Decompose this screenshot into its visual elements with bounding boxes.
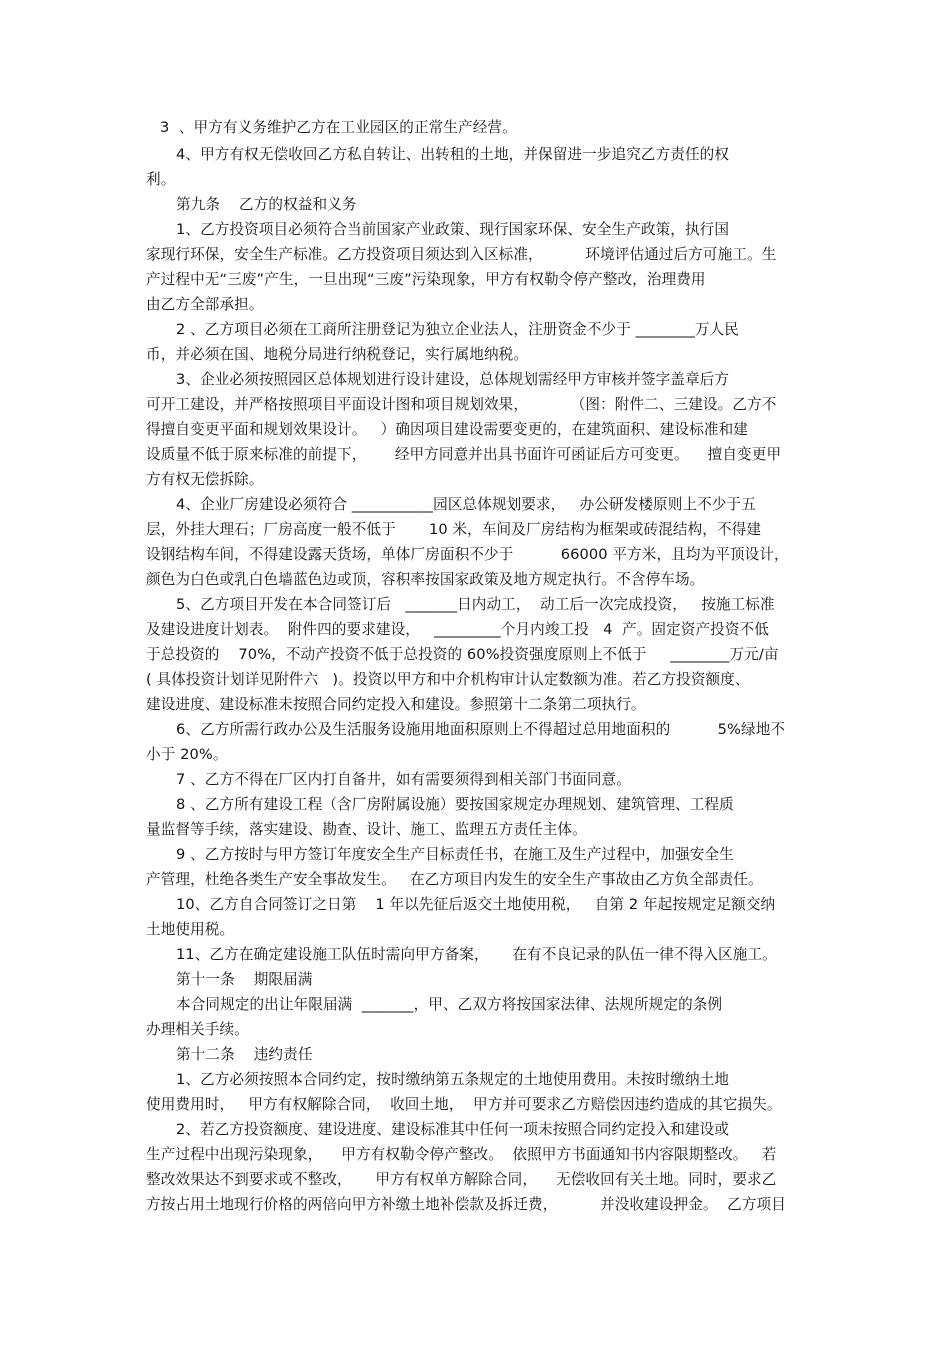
text-line: 设钢结构车间，不得建设露天货场，单体厂房面积不少于 66000 平方米，且均为平顶设计， <box>146 546 789 563</box>
text-line: 可开工建设，并严格按照项目平面设计图和项目规划效果， （图：附件二、三建设。乙方不 <box>146 396 777 413</box>
text-line: 利。 <box>146 171 176 188</box>
text-line: 5、乙方项目开发在本合同签订后 _______日内动工， 动工后一次完成投资， 按施工标准 <box>176 596 775 613</box>
text-line: 小于 20%。 <box>146 746 228 763</box>
text-line: 本合同规定的出让年限届满 _______，甲、乙双方将按国家法律、法规所规定的条例 <box>176 996 723 1013</box>
text-line: 1、乙方必须按照本合同约定，按时缴纳第五条规定的土地使用费用。未按时缴纳土地 <box>176 1071 730 1088</box>
text-line: 土地使用税。 <box>146 921 235 938</box>
section-heading: 第十二条 违约责任 <box>176 1046 313 1063</box>
text-line: 4、甲方有权无偿收回乙方私自转让、出转租的土地，并保留进一步追究乙方责任的权 <box>176 146 730 163</box>
text-line: 办理相关手续。 <box>146 1021 249 1038</box>
section-heading: 第九条 乙方的权益和义务 <box>176 196 357 213</box>
text-line: 量监督等手续，落实建设、勘查、设计、施工、监理五方责任主体。 <box>146 821 587 838</box>
text-line: 层，外挂大理石；厂房高度一般不低于 10 米，车间及厂房结构为框架或砖混结构，不得建 <box>146 521 762 538</box>
text-line: 家现行环保，安全生产标准。乙方投资项目须达到入区标准， 环境评估通过后方可施工。生 <box>146 246 777 263</box>
section-heading: 第十一条 期限届满 <box>176 971 313 988</box>
text-line: 3、企业必须按照园区总体规划进行设计建设，总体规划需经甲方审核并签字盖章后方 <box>176 371 730 388</box>
text-line: 颜色为白色或乳白色墙蓝色边或顶，容积率按国家政策及地方规定执行。不含停车场。 <box>146 571 705 588</box>
text-line: ( 具体投资计划详见附件六 )。投资以甲方和中介机构审计认定数额为准。若乙方投资额度、 <box>146 671 750 688</box>
text-line: 整改效果达不到要求或不整改， 甲方有权单方解除合同， 无偿收回有关土地。同时，要求乙 <box>146 1171 777 1188</box>
text-line: 10、乙方自合同签订之日第 1 年以先征后返交土地使用税， 自第 2 年起按规定足额交纳 <box>176 896 776 913</box>
text-line: 3 、甲方有义务维护乙方在工业园区的正常生产经营。 <box>160 119 517 136</box>
text-line: 2 、乙方项目必须在工商所注册登记为独立企业法人，注册资金不少于 ________万人民 <box>176 321 739 338</box>
text-line: 6、乙方所需行政办公及生活服务设施用地面积原则上不得超过总用地面积的 5%绿地不 <box>176 721 786 738</box>
text-line: 7 、乙方不得在厂区内打自备井，如有需要须得到相关部门书面同意。 <box>176 771 631 788</box>
text-line: 由乙方全部承担。 <box>146 296 264 313</box>
text-line: 1、乙方投资项目必须符合当前国家产业政策、现行国家环保、安全生产政策，执行国 <box>176 221 730 238</box>
text-line: 设质量不低于原来标准的前提下， 经甲方同意并出具书面许可函证后方可变更。 擅自变更甲 <box>146 446 782 463</box>
text-line: 8 、乙方所有建设工程（含厂房附属设施）要按国家规定办理规划、建筑管理、工程质 <box>176 796 734 813</box>
text-line: 11、乙方在确定建设施工队伍时需向甲方备案， 在有不良记录的队伍一律不得入区施工。 <box>176 946 777 963</box>
text-line: 产管理，杜绝各类生产安全事故发生。 在乙方项目内发生的安全生产事故由乙方负全部责任。 <box>146 871 763 888</box>
text-line: 方按占用土地现行价格的两倍向甲方补缴土地补偿款及拆迁费， 并没收建设押金。 乙方项目 <box>146 1196 786 1213</box>
text-line: 9 、乙方按时与甲方签订年度安全生产目标责任书，在施工及生产过程中，加强安全生 <box>176 846 734 863</box>
text-line: 于总投资的 70%，不动产投资不低于总投资的 60%投资强度原则上不低于 ________万元/亩 <box>146 646 779 663</box>
text-line: 使用费用时， 甲方有权解除合同， 收回土地， 甲方并可要求乙方赔偿因违约造成的其它损失。 <box>146 1096 782 1113</box>
text-line: 产过程中无“三废”产生，一旦出现“三废”污染现象，甲方有权勒令停产整改，治理费用 <box>146 271 706 288</box>
text-line: 及建设进度计划表。 附件四的要求建设， _________个月内竣工投 4 产。固定资产投资不低 <box>146 621 769 638</box>
text-line: 4、企业厂房建设必须符合 ___________园区总体规划要求， 办公研发楼原则上不少于五 <box>176 496 756 513</box>
text-line: 方有权无偿拆除。 <box>146 471 264 488</box>
text-line: 生产过程中出现污染现象， 甲方有权勒令停产整改。 依照甲方书面通知书内容限期整改。 若 <box>146 1146 777 1163</box>
text-line: 2、若乙方投资额度、建设进度、建设标准其中任何一项未按照合同约定投入和建设或 <box>176 1121 730 1138</box>
text-line: 得擅自变更平面和规划效果设计。 ）确因项目建设需要变更的，在建筑面积、建设标准和建 <box>146 421 748 438</box>
text-line: 币，并必须在国、地税分局进行纳税登记，实行属地纳税。 <box>146 346 529 363</box>
text-line: 建设进度、建设标准未按照合同约定投入和建设。参照第十二条第二项执行。 <box>146 696 646 713</box>
